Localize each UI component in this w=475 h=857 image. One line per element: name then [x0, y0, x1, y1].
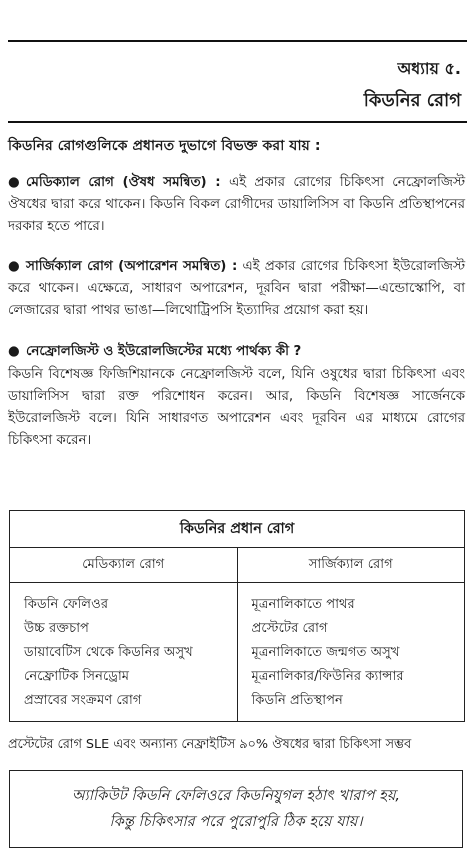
surgical-list — [237, 583, 465, 722]
bullet-icon: ● — [8, 175, 20, 190]
surgical-paragraph — [8, 256, 465, 322]
medical-paragraph — [8, 172, 465, 238]
list-item: ডায়াবেটিস থেকে কিডনির অসুখ — [24, 645, 193, 660]
medical-list — [10, 583, 238, 722]
table-caption: কিডনির প্রধান রোগ — [10, 511, 465, 548]
list-item: উচ্চ রক্তচাপ — [24, 621, 90, 636]
callout-box — [9, 770, 463, 848]
question-heading — [8, 341, 465, 363]
intro-heading: কিডনির রোগগুলিকে প্রধানত দুভাগে বিভক্ত করা যায় : — [8, 138, 321, 154]
list-item: প্রস্টেটের রোগ — [251, 621, 328, 636]
callout-line: কিন্তু চিকিৎসার পরে পুরোপুরি ঠিক হয়ে যায়। — [109, 813, 363, 830]
chapter-number: অধ্যায় ৫. — [397, 59, 461, 78]
medical-text: এই প্রকার রোগের চিকিৎসা নেফ্রোলজিস্ট ঔষধের দ্বারা করে থাকেন। কিডনি বিকল রোগীদের ডায়ালিসিস বা কিডনি প্রতিস্থাপনের দরকার হতে পারে। — [8, 175, 465, 234]
list-item: প্রস্রাবের সংক্রমণ রোগ — [24, 693, 142, 708]
surgical-text: এই প্রকার রোগের চিকিৎসা ইউরোলজিস্ট করে থাকেন। এক্ষেত্রে, সাধারণ অপারেশন, দূরবিন দ্বারা পরীক্ষা—এন্ডোস্কোপি, বা লেজারের দ্বারা পাথর ভাঙা—লিথোট্রিপসি ইত্যাদির প্রয়োগ করা হয়। — [8, 259, 465, 318]
bullet-icon: ● — [8, 259, 20, 274]
list-item: মূত্রনালিকাতে পাথর — [251, 597, 355, 612]
question-answer: কিডনি বিশেষজ্ঞ ফিজিশিয়ানকে নেফ্রোলজিস্ট বলে, যিনি ওষুধের দ্বারা চিকিৎসা এবং ডায়ালিসিস দ্বারা রক্ত পরিশোধন করেন। আর, কিডনি বিশেষজ্ঞ সার্জেনকে ইউরোলজিস্ট বলে। যিনি সাধারণত অপারেশন এবং দূরবিন এর মাধ্যমে রোগের চিকিৎসা করেন। — [8, 367, 465, 448]
bullet-icon: ● — [8, 344, 20, 359]
question-heading-text: নেফ্রোলজিস্ট ও ইউরোলজিস্টের মধ্যে পার্থক্য কী ? — [26, 344, 302, 359]
diseases-table — [9, 510, 465, 722]
list-item: মূত্রনালিকাতে জন্মগত অসুখ — [251, 645, 400, 660]
callout-line: অ্যাকিউট কিডনি ফেলিওরে কিডনিযুগল হঠাৎ খারাপ হয়, — [71, 787, 401, 804]
list-item: কিডনি ফেলিওর — [24, 597, 109, 612]
table-header-medical: মেডিক্যাল রোগ — [10, 548, 238, 583]
top-rule — [8, 40, 467, 42]
footnote: প্রস্টেটের রোগ SLE এবং অন্যান্য নেফ্রাইটিস ৯০% ঔষধের দ্বারা চিকিৎসা সম্ভব — [8, 737, 412, 752]
table-header-surgical: সার্জিক্যাল রোগ — [237, 548, 465, 583]
medical-term: মেডিক্যাল রোগ (ঔষধ সমন্বিত) : — [26, 175, 221, 190]
list-item: কিডনি প্রতিস্থাপন — [251, 693, 343, 708]
chapter-title: কিডনির রোগ — [363, 90, 461, 111]
list-item: নেফ্রোটিক সিনড্রোম — [24, 669, 130, 684]
header-divider — [8, 121, 467, 123]
surgical-term: সার্জিক্যাল রোগ (অপারেশন সমন্বিত) : — [26, 259, 238, 274]
list-item: মূত্রনালিকার/ফিউনির ক্যান্সার — [251, 669, 404, 684]
